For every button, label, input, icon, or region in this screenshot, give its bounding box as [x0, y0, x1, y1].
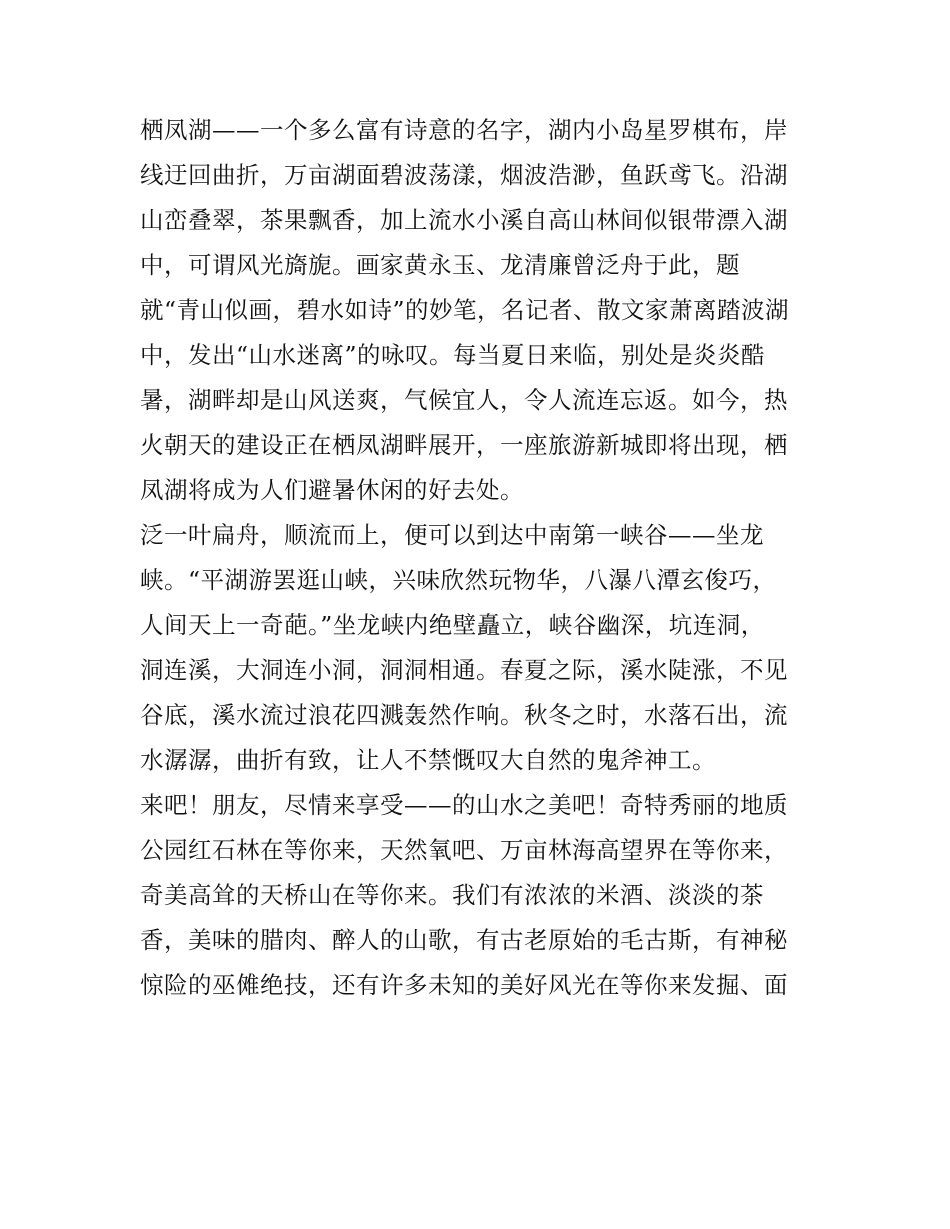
text-line: 谷底，溪水流过浪花四溅轰然作响。秋冬之时，水落石出，流 — [140, 701, 788, 729]
text-line: 水潺潺，曲折有致，让人不禁慨叹大自然的鬼斧神工。 — [140, 746, 716, 774]
text-line: 栖凤湖——一个多么富有诗意的名字，湖内小岛星罗棋布，岸 — [140, 116, 788, 144]
text-line: 来吧！朋友，尽情来享受——的山水之美吧！奇特秀丽的地质 — [140, 791, 788, 819]
text-line: 洞连溪，大洞连小洞，洞洞相通。春夏之际，溪水陡涨，不见 — [140, 656, 788, 684]
text-line: 火朝天的建设正在栖凤湖畔展开，一座旅游新城即将出现，栖 — [140, 431, 788, 459]
text-line: 就“青山似画，碧水如诗”的妙笔，名记者、散文家萧离踏波湖 — [140, 296, 790, 324]
text-line: 人间天上一奇葩。”坐龙峡内绝壁矗立，峡谷幽深，坑连洞， — [140, 611, 765, 639]
paragraph-2 — [140, 513, 820, 783]
text-line: 中，发出“山水迷离”的咏叹。每当夏日来临，别处是炎炎酷 — [140, 341, 766, 369]
paragraph-3 — [140, 783, 820, 1008]
text-line: 香，美味的腊肉、醉人的山歌，有古老原始的毛古斯，有神秘 — [140, 926, 788, 954]
text-line: 惊险的巫傩绝技，还有许多未知的美好风光在等你来发掘、面 — [140, 971, 788, 999]
text-line: 中，可谓风光旖旎。画家黄永玉、龙清廉曾泛舟于此，题 — [140, 251, 740, 279]
text-line: 暑，湖畔却是山风送爽，气候宜人，令人流连忘返。如今，热 — [140, 386, 788, 414]
text-line: 奇美高耸的天桥山在等你来。我们有浓浓的米酒、淡淡的茶 — [140, 881, 764, 909]
document-body — [140, 108, 820, 1008]
text-line: 公园红石林在等你来，天然氧吧、万亩林海高望界在等你来， — [140, 836, 788, 864]
text-line: 山峦叠翠，茶果飘香，加上流水小溪自高山林间似银带漂入湖 — [140, 206, 788, 234]
paragraph-1 — [140, 108, 820, 513]
text-line: 峡。“平湖游罢逛山峡，兴味欣然玩物华，八瀑八潭玄俊巧， — [140, 566, 777, 594]
text-line: 凤湖将成为人们避暑休闲的好去处。 — [140, 476, 524, 504]
text-line: 线迂回曲折，万亩湖面碧波荡漾，烟波浩渺，鱼跃鸢飞。沿湖 — [140, 161, 788, 189]
text-line: 泛一叶扁舟，顺流而上，便可以到达中南第一峡谷——坐龙 — [140, 521, 764, 549]
